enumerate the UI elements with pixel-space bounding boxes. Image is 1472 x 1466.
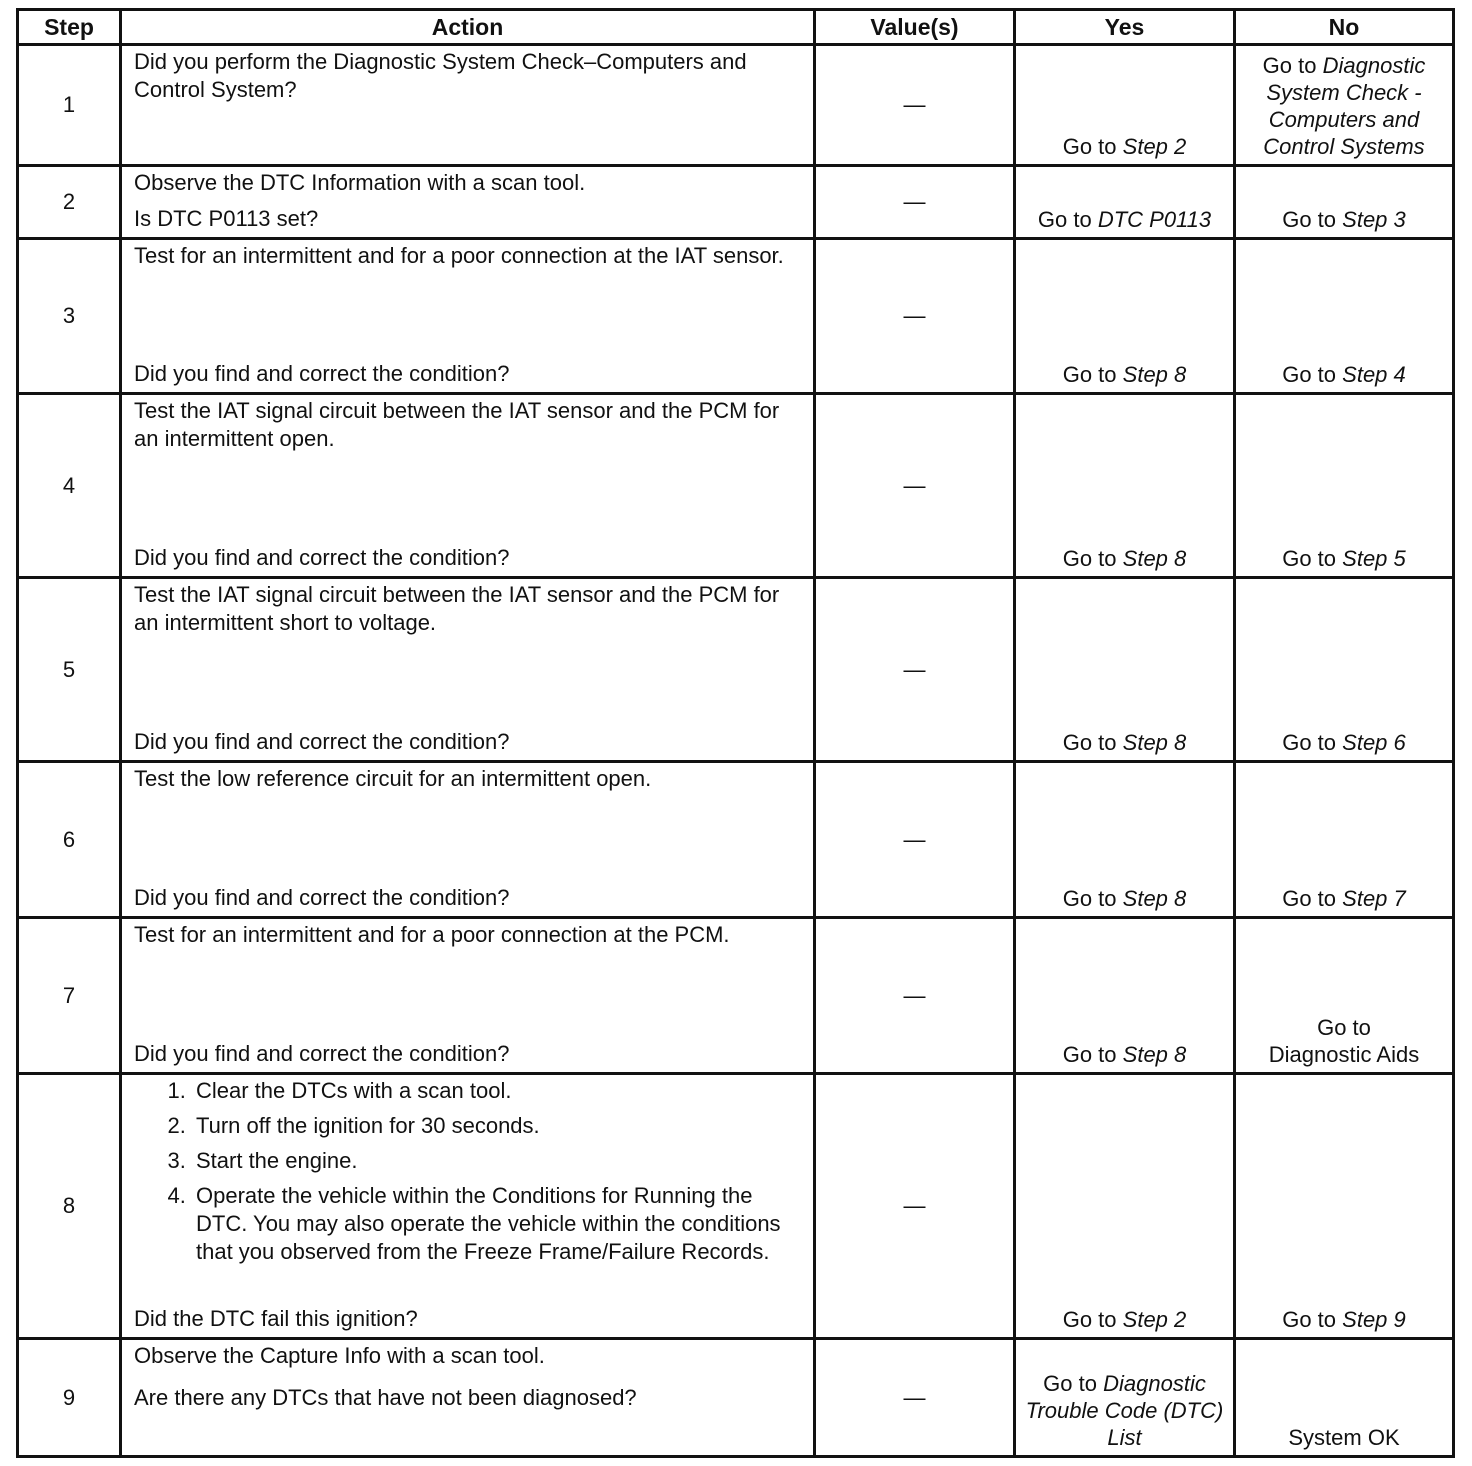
value-cell: — <box>815 239 1015 394</box>
yes-prefix: Go to <box>1062 134 1117 159</box>
no-cell <box>1235 239 1454 394</box>
action-text: Test for an intermittent and for a poor connection at the IAT sensor. <box>134 243 784 268</box>
step-number: 1 <box>18 45 121 166</box>
action-cell <box>121 239 815 394</box>
table-row <box>18 1074 1454 1339</box>
table-row <box>18 239 1454 394</box>
procedure-list <box>134 1077 803 1273</box>
table-row <box>18 578 1454 762</box>
yes-target: Step 8 <box>1122 546 1187 571</box>
action-question: Did you find and correct the condition? <box>134 361 510 386</box>
action-question: Are there any DTCs that have not been diagnosed? <box>134 1385 637 1410</box>
action-text: Test the IAT signal circuit between the IAT sensor and the PCM for an intermittent open. <box>134 398 780 451</box>
header-action: Action <box>121 10 815 45</box>
action-text: Test the IAT signal circuit between the IAT sensor and the PCM for an intermittent short to voltage. <box>134 582 780 635</box>
step-number: 8 <box>18 1074 121 1339</box>
value-cell: — <box>815 1339 1015 1457</box>
no-target: Step 6 <box>1342 730 1406 755</box>
yes-cell <box>1015 166 1235 239</box>
yes-cell <box>1015 45 1235 166</box>
list-item: 3. Start the engine. <box>192 1147 803 1175</box>
action-cell <box>121 762 815 918</box>
no-cell <box>1235 578 1454 762</box>
yes-prefix: Go to <box>1062 546 1117 571</box>
header-yes: Yes <box>1015 10 1235 45</box>
no-cell <box>1235 1339 1454 1457</box>
action-question: Did you find and correct the condition? <box>134 729 510 754</box>
action-question: Did the DTC fail this ignition? <box>134 1306 418 1331</box>
yes-cell <box>1015 1339 1235 1457</box>
action-text: Did you perform the Diagnostic System Check–Computers and Control System? <box>134 49 747 102</box>
value-cell: — <box>815 578 1015 762</box>
table-row <box>18 1339 1454 1457</box>
no-target: Diagnostic System Check - Computers and Control Systems <box>1263 53 1426 159</box>
header-row <box>18 10 1454 45</box>
yes-target: Step 2 <box>1122 134 1187 159</box>
value-cell: — <box>815 45 1015 166</box>
step-number: 6 <box>18 762 121 918</box>
action-text: Observe the DTC Information with a scan tool. <box>134 170 586 195</box>
no-prefix: Go to <box>1282 362 1337 387</box>
value-cell: — <box>815 1074 1015 1339</box>
list-item: 2. Turn off the ignition for 30 seconds. <box>192 1112 803 1140</box>
action-text: Test for an intermittent and for a poor connection at the PCM. <box>134 922 730 947</box>
table-row <box>18 166 1454 239</box>
action-cell <box>121 1074 815 1339</box>
header-step: Step <box>18 10 121 45</box>
no-cell <box>1235 1074 1454 1339</box>
no-cell <box>1235 45 1454 166</box>
step-number: 4 <box>18 394 121 578</box>
yes-cell <box>1015 918 1235 1074</box>
yes-target: Diagnostic Trouble Code (DTC) List <box>1025 1371 1224 1450</box>
action-cell <box>121 45 815 166</box>
value-cell: — <box>815 394 1015 578</box>
no-prefix: Go to <box>1282 886 1337 911</box>
yes-cell <box>1015 1074 1235 1339</box>
yes-cell <box>1015 762 1235 918</box>
list-item: 1. Clear the DTCs with a scan tool. <box>192 1077 803 1105</box>
step-number: 3 <box>18 239 121 394</box>
yes-target: Step 8 <box>1122 1042 1187 1067</box>
action-question: Did you find and correct the condition? <box>134 1041 510 1066</box>
list-item: 4. Operate the vehicle within the Conditions for Running the DTC. You may also operate the vehicle within the conditions that you observed from the Freeze Frame/Failure Records. <box>192 1182 803 1266</box>
no-target: Step 5 <box>1342 546 1406 571</box>
step-number: 7 <box>18 918 121 1074</box>
value-cell: — <box>815 166 1015 239</box>
yes-target: Step 2 <box>1122 1307 1187 1332</box>
yes-target: Step 8 <box>1122 362 1187 387</box>
no-cell <box>1235 394 1454 578</box>
no-prefix: Go to <box>1262 53 1317 78</box>
table-row <box>18 918 1454 1074</box>
action-question: Is DTC P0113 set? <box>134 206 319 231</box>
no-target-plain: System OK <box>1288 1425 1400 1450</box>
action-text: Observe the Capture Info with a scan tool. <box>134 1343 545 1368</box>
no-prefix: Go to <box>1282 546 1337 571</box>
no-cell <box>1235 166 1454 239</box>
no-prefix: Go to <box>1282 730 1337 755</box>
action-cell <box>121 166 815 239</box>
value-cell: — <box>815 918 1015 1074</box>
action-cell <box>121 578 815 762</box>
yes-prefix: Go to <box>1062 1307 1117 1332</box>
action-cell <box>121 394 815 578</box>
yes-prefix: Go to <box>1043 1371 1097 1396</box>
yes-cell <box>1015 394 1235 578</box>
no-prefix: Go to <box>1282 1307 1337 1332</box>
no-cell <box>1235 918 1454 1074</box>
step-number: 5 <box>18 578 121 762</box>
header-no: No <box>1235 10 1454 45</box>
no-target: Step 7 <box>1342 886 1406 911</box>
header-values: Value(s) <box>815 10 1015 45</box>
yes-prefix: Go to <box>1037 207 1092 232</box>
yes-target: DTC P0113 <box>1097 207 1212 232</box>
step-number: 2 <box>18 166 121 239</box>
action-cell <box>121 1339 815 1457</box>
table-row <box>18 762 1454 918</box>
no-target: Step 3 <box>1342 207 1406 232</box>
action-cell <box>121 918 815 1074</box>
yes-target: Step 8 <box>1122 730 1187 755</box>
diagnostic-table <box>16 8 1455 1458</box>
no-prefix: Go to <box>1282 207 1337 232</box>
action-text: Test the low reference circuit for an intermittent open. <box>134 766 652 791</box>
yes-cell <box>1015 578 1235 762</box>
yes-prefix: Go to <box>1062 1042 1117 1067</box>
yes-cell <box>1015 239 1235 394</box>
step-number: 9 <box>18 1339 121 1457</box>
table-row <box>18 394 1454 578</box>
yes-target: Step 8 <box>1122 886 1187 911</box>
no-target: Step 9 <box>1342 1307 1406 1332</box>
yes-prefix: Go to <box>1062 886 1117 911</box>
no-prefix: Go to <box>1317 1015 1371 1040</box>
action-question: Did you find and correct the condition? <box>134 545 510 570</box>
yes-prefix: Go to <box>1062 362 1117 387</box>
action-question: Did you find and correct the condition? <box>134 885 510 910</box>
yes-prefix: Go to <box>1062 730 1117 755</box>
no-target-plain: Diagnostic Aids <box>1268 1042 1420 1067</box>
no-cell <box>1235 762 1454 918</box>
table-row <box>18 45 1454 166</box>
value-cell: — <box>815 762 1015 918</box>
no-target: Step 4 <box>1342 362 1406 387</box>
